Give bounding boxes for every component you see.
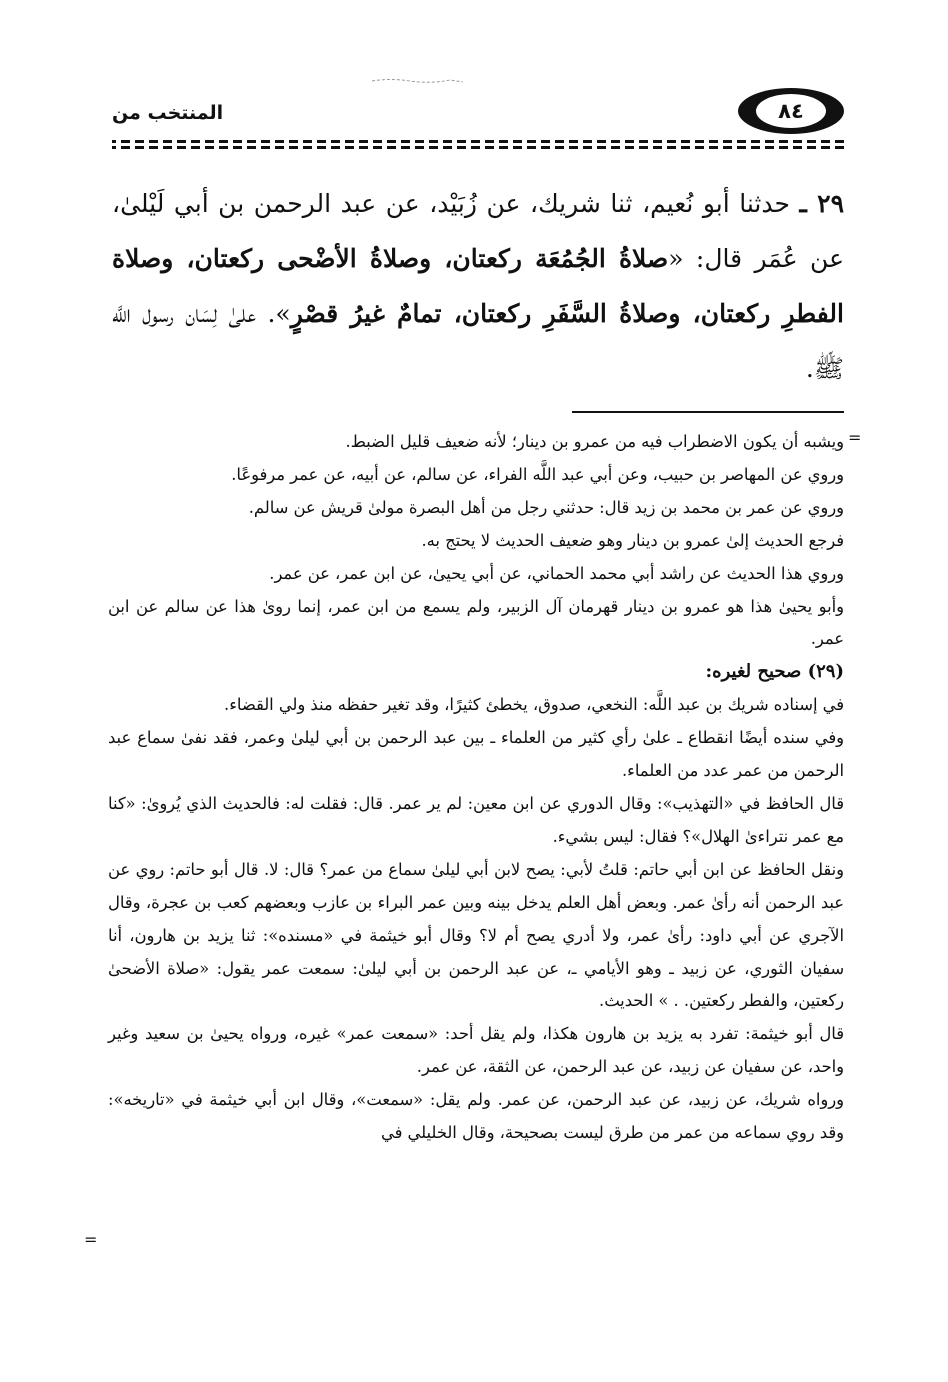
footnote-line: وأبو يحيىٰ هذا هو عمرو بن دينار قهرمان آل الزبير، ولم يسمع من ابن عمر، إنما روىٰ هذا عن سالم عن ابن عمر. (108, 596, 844, 649)
footnote-paragraph: ورواه شريك، عن زبيد، عن عبد الرحمن، عن عمر. ولم يقل: «سمعت»، وقال ابن أبي خيثمة في «تاريخه»: وقد روي سماعه من عمر من طرق ليست بصحيحة، وقال الخليلي في (108, 1090, 844, 1143)
footnote-separator (572, 411, 844, 413)
continuation-mark-end: = (84, 1230, 98, 1249)
page-header (112, 88, 844, 144)
header-dashed-rule-bottom (112, 146, 844, 149)
footnote-line: ويشبه أن يكون الاضطراب فيه من عمرو بن دينار؛ لأنه ضعيف قليل الضبط. (345, 432, 844, 451)
hadith-ending: ». علىٰ لِسَان رسول اللَّه ﷺ. (112, 299, 844, 383)
footnote-paragraph: قال أبو خيثمة: تفرد به يزيد بن هارون هكذا، ولم يقل أحد: «سمعت عمر» غيره، ورواه يحيىٰ بن سعيد وغير واحد، عن سفيان عن زبيد، عن عبد الرحمن، عن الثقة، عن عمر. (108, 1024, 844, 1077)
footnote-line: وروي هذا الحديث عن راشد أبي محمد الحماني، عن أبي يحيىٰ، عن ابن عمر، عن عمر. (269, 563, 844, 583)
hadith-chain: حدثنا أبو نُعيم، ثنا شريك، عن زُبَيْد، عن عبد الرحمن بن أبي لَيْلىٰ، عن عُمَر قال: « (112, 189, 844, 273)
top-decorative-stroke (370, 76, 465, 86)
header-dashed-rule-top (112, 140, 844, 143)
footnotes (108, 426, 844, 1150)
hadith-number: ٢٩ ـ (799, 189, 845, 218)
footnote-paragraph: ونقل الحافظ عن ابن أبي حاتم: قلتُ لأبي: يصح لابن أبي ليلىٰ سماع من عمر؟ قال: لا. قال أبو حاتم: روي عن عبد الرحمن أنه رأىٰ عمر. وبعض أهل العلم يدخل بينه وبين عمر البراء بن عازب وبعضهم كعب بن عجرة، وقال الآجري عن أبي داود: رأىٰ عمر، ولا أدري يصح أم لا؟ وقال أبو خيثمة في «مسنده»: ثنا يزيد بن هارون، أنا سفيان الثوري، عن زبيد ـ وهو الأيامي ـ، عن عبد الرحمن بن أبي ليلىٰ: سمعت عمر يقول: «صلاة الأضحىٰ ركعتين، والفطر ركعتين. . » الحديث. (108, 859, 844, 1011)
hadith-matn: صلاةُ الجُمُعَة ركعتان، وصلاةُ الأضْحى ركعتان، وصلاة الفطرِ ركعتان، وصلاةُ السَّفَرِ ركعتان، تمامٌ غيرُ قصْرٍ (112, 244, 844, 328)
footnote-paragraph: وفي سنده أيضًا انقطاع ـ علىٰ رأي كثير من العلماء ـ بين عبد الرحمن بن أبي ليلىٰ وعمر، فقد نفىٰ سماع عبد الرحمن من عمر عدد من العلماء. (108, 728, 844, 781)
footnote-line: فرجع الحديث إلىٰ عمرو بن دينار وهو ضعيف الحديث لا يحتج به. (421, 530, 844, 550)
hadith-grade-heading: (٢٩) صحيح لغيره: (705, 661, 844, 683)
footnote-paragraph: في إسناده شريك بن عبد اللَّه: النخعي، صدوق، يخطئ كثيرًا، وقد تغير حفظه منذ ولي القضاء. (224, 695, 844, 715)
page-number-badge (738, 88, 844, 134)
page-number: ٨٤ (756, 94, 826, 128)
hadith-text (112, 176, 844, 396)
footnote-line: وروي عن المهاصر بن حبيب، وعن أبي عبد اللَّه الفراء، عن سالم، عن أبيه، عن عمر مرفوعًا. (231, 464, 844, 484)
footnote-line: وروي عن عمر بن محمد بن زيد قال: حدثني رجل من أهل البصرة مولىٰ قريش عن سالم. (248, 497, 844, 517)
continuation-mark-start: = (848, 428, 862, 447)
footnote-paragraph: قال الحافظ في «التهذيب»: وقال الدوري عن ابن معين: لم ير عمر. قال: فقلت له: فالحديث الذي يُروىٰ: «كنا مع عمر نتراءىٰ الهلال»؟ فقال: ليس بشيء. (108, 793, 844, 846)
book-title: المنتخب من (112, 102, 224, 124)
